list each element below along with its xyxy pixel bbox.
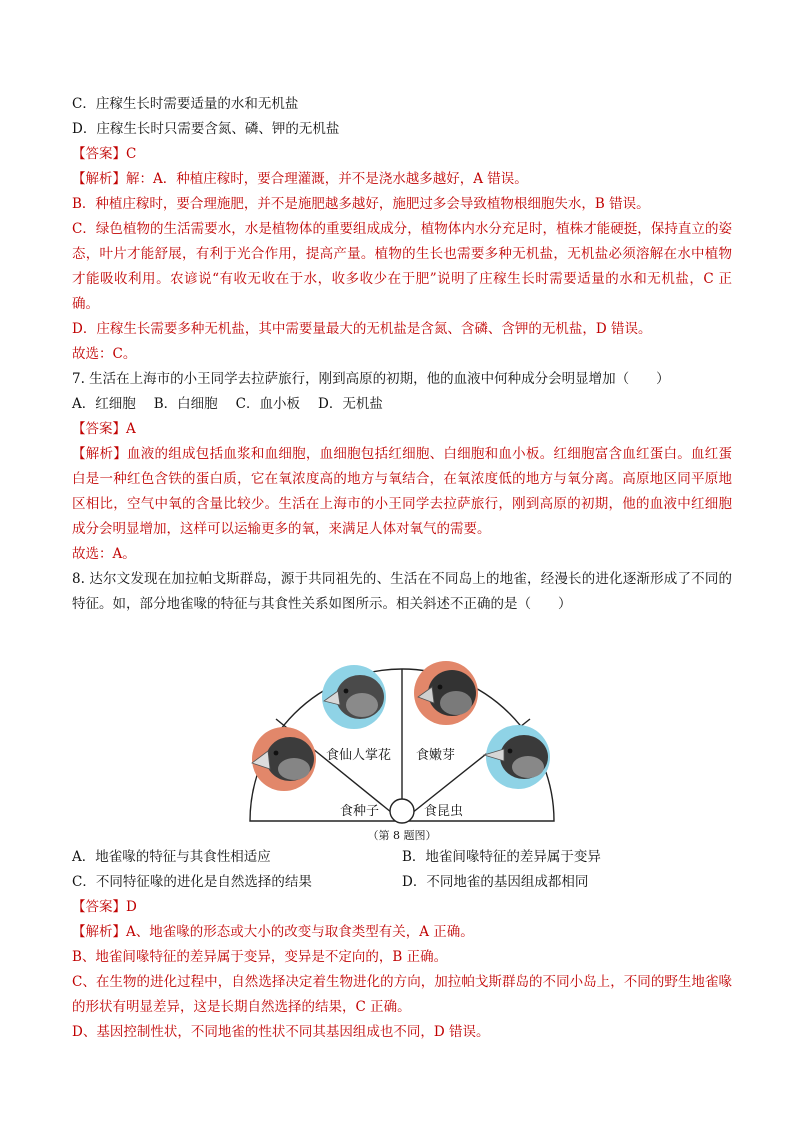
analysis-label: 【解析】 xyxy=(72,446,128,462)
label-buds: 食嫩芽 xyxy=(416,748,456,763)
label-insects: 食昆虫 xyxy=(424,804,464,819)
q8-answer xyxy=(72,895,732,920)
document-page xyxy=(72,92,732,1045)
answer-value: C xyxy=(126,146,137,162)
q8-option-a: A．地雀喙的特征与其食性相适应 xyxy=(72,849,271,865)
q6-analysis-b: B．种植庄稼时，要合理施肥，并不是施肥越多越好，施肥过多会导致植物根细胞失水，B 错误。 xyxy=(72,196,650,212)
q6-option-d: D．庄稼生长时只需要含氮、磷、钾的无机盐 xyxy=(72,121,340,137)
q6-option-c: C．庄稼生长时需要适量的水和无机盐 xyxy=(72,96,299,112)
answer-value: A xyxy=(126,421,136,437)
answer-label: 【答案】 xyxy=(72,899,126,915)
label-cactus: 食仙人掌花 xyxy=(326,748,392,763)
q8-option-d: D．不同地雀的基因组成都相同 xyxy=(402,874,589,890)
finch-cactus-icon xyxy=(322,665,386,729)
analysis-label: 【解析】 xyxy=(72,924,126,940)
analysis-text: A、地雀喙的形态或大小的改变与取食类型有关，A 正确。 xyxy=(126,924,474,940)
answer-label: 【答案】 xyxy=(72,146,126,162)
finch-buds-icon xyxy=(414,661,478,725)
q8-option-b: B．地雀间喙特征的差异属于变异 xyxy=(402,849,601,865)
q7-option-b: B．白细胞 xyxy=(153,396,218,412)
answer-label: 【答案】 xyxy=(72,421,126,437)
analysis-text: 血液的组成包括血浆和血细胞，血细胞包括红细胞、白细胞和血小板。红细胞富含血红蛋白。血红蛋白是一种红色含铁的蛋白质，它在氧浓度高的地方与氧结合，在氧浓度低的地方与氧分离。高原地区同平原地区相比，空气中氧的含量比较少。生活在上海市的小王同学去拉萨旅行，刚到高原的初期，他的血液中红细胞成分会明显增加，这样可以运输更多的氧，来满足人体对氧气的需要。 xyxy=(72,446,733,537)
q8-options-row-1 xyxy=(72,845,732,870)
q8-options-row-2 xyxy=(72,870,732,895)
q8-analysis-d: D、基因控制性状，不同地雀的性状不同其基因组成也不同，D 错误。 xyxy=(72,1024,490,1040)
q6-conclusion: 故选：C。 xyxy=(72,346,137,362)
q7-option-a: A．红细胞 xyxy=(72,396,136,412)
figure-caption: （第 8 题图） xyxy=(367,829,437,842)
q6-analysis-a xyxy=(72,167,732,192)
finch-diagram xyxy=(72,621,732,831)
q6-analysis-c: C．绿色植物的生活需要水，水是植物体的重要组成成分，植物体内水分充足时，植株才能硬挺，保持直立的姿态，叶片才能舒展，有利于光合作用，提高产量。植物的生长也需要多种无机盐，无机盐必须溶解在水中植物才能吸收利用。农谚说“有收无收在于水，收多收少在于肥”说明了庄稼生长时需要适量的水和无机盐，C 正确。 xyxy=(72,221,732,312)
q7-options xyxy=(72,392,732,417)
center-circle xyxy=(390,799,414,823)
q7-option-d: D．无机盐 xyxy=(318,396,383,412)
answer-value: D xyxy=(126,899,137,915)
q7-answer xyxy=(72,417,732,442)
q7-option-c: C．血小板 xyxy=(235,396,301,412)
q7-stem: 7. 生活在上海市的小王同学去拉萨旅行，刚到高原的初期，他的血液中何种成分会明显增加（ ） xyxy=(72,371,670,387)
label-seeds: 食种子 xyxy=(340,804,380,819)
q7-conclusion: 故选：A。 xyxy=(72,546,136,562)
q8-stem: 8. 达尔文发现在加拉帕戈斯群岛，源于共同祖先的、生活在不同岛上的地雀，经漫长的进化逐渐形成了不同的特征。如，部分地雀喙的特征与其食性关系如图所示。相关斜述不正确的是（ ） xyxy=(72,571,732,612)
analysis-label: 【解析】 xyxy=(72,171,126,187)
q6-analysis-d: D．庄稼生长需要多种无机盐，其中需要量最大的无机盐是含氮、含磷、含钾的无机盐，D 错误。 xyxy=(72,321,652,337)
q8-option-c: C．不同特征喙的进化是自然选择的结果 xyxy=(72,874,312,890)
finch-beak-figure xyxy=(72,621,732,831)
finch-seeds-icon xyxy=(252,727,316,791)
q7-analysis xyxy=(72,442,732,542)
q8-analysis-b: B、地雀间喙特征的差异属于变异，变异是不定向的，B 正确。 xyxy=(72,949,448,965)
q8-analysis-c: C、在生物的进化过程中，自然选择决定着生物进化的方向，加拉帕戈斯群岛的不同小岛上，不同的野生地雀喙的形状有明显差异，这是长期自然选择的结果，C 正确。 xyxy=(72,974,732,1015)
q6-answer xyxy=(72,142,732,167)
analysis-text: 解：A．种植庄稼时，要合理灌溉，并不是浇水越多越好，A 错误。 xyxy=(126,171,528,187)
q8-analysis-a xyxy=(72,920,732,945)
